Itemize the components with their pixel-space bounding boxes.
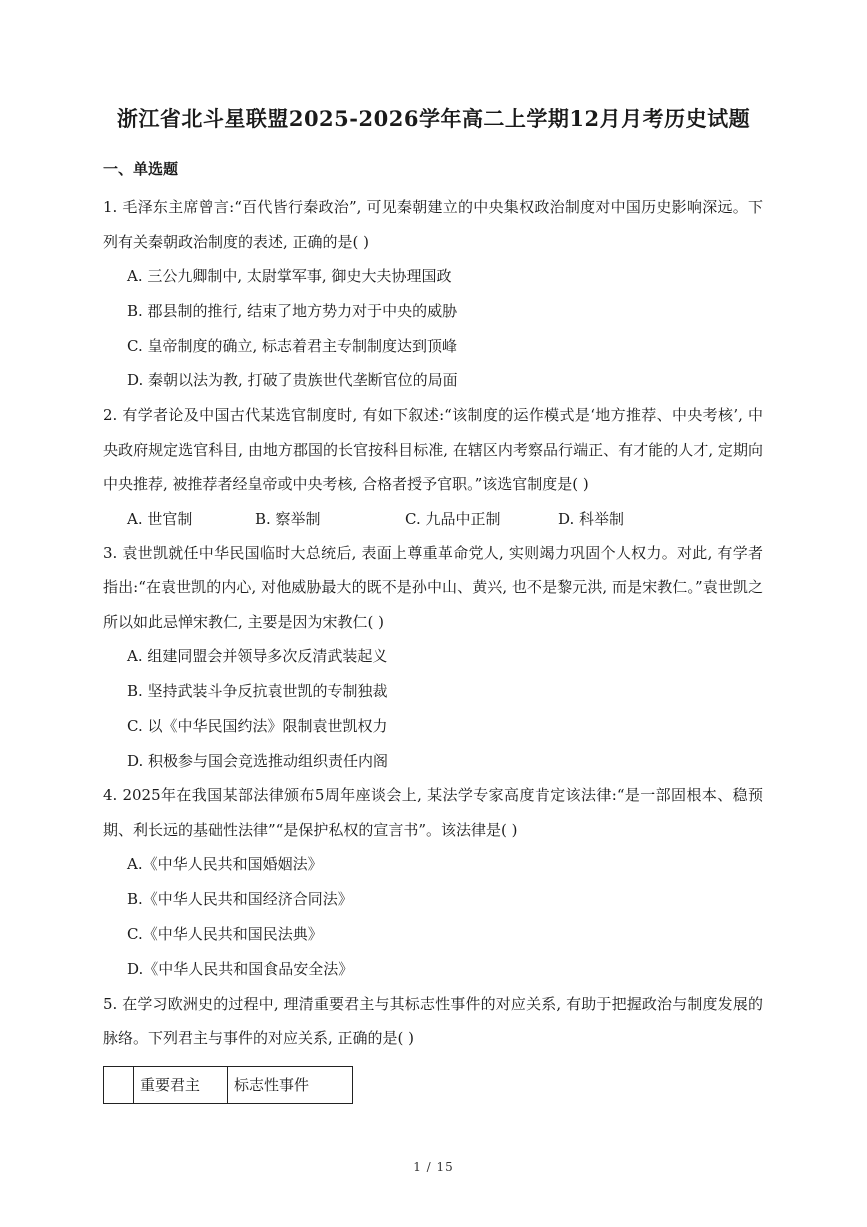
answer-option: D. 科举制 bbox=[558, 509, 625, 528]
answer-option: A. 世官制 bbox=[127, 509, 193, 528]
question-stem: 5. 在学习欧洲史的过程中, 理清重要君主与其标志性事件的对应关系, 有助于把握政治与制度发展的脉络。下列君主与事件的对应关系, 正确的是( ) bbox=[103, 994, 763, 1048]
answer-option: C. 九品中正制 bbox=[405, 509, 501, 528]
question-stem: 4. 2025年在我国某部法律颁布5周年座谈会上, 某法学专家高度肯定该法律:“是一部固根本、稳预期、利长远的基础性法律”“是保护私权的宣言书”。该法律是( ) bbox=[103, 786, 763, 839]
answer-option: D. 秦朝以法为教, 打破了贵族世代垄断官位的局面 bbox=[127, 371, 458, 390]
answer-option: B. 坚持武装斗争反抗袁世凯的专制独裁 bbox=[127, 681, 388, 700]
answer-option: A. 组建同盟会并领导多次反清武装起义 bbox=[127, 647, 388, 666]
question-stem: 1. 毛泽东主席曾言:“百代皆行秦政治”, 可见秦朝建立的中央集权政治制度对中国历史影响深远。下列有关秦朝政治制度的表述, 正确的是( ) bbox=[103, 198, 763, 251]
answer-option: C. 皇帝制度的确立, 标志着君主专制制度达到顶峰 bbox=[127, 336, 458, 355]
answer-option-row bbox=[103, 502, 763, 536]
table-header-cell: 重要君主 bbox=[134, 1066, 228, 1103]
table-header-cell bbox=[104, 1066, 134, 1103]
answer-option: A. 三公九卿制中, 太尉掌军事, 御史大夫协理国政 bbox=[127, 267, 452, 285]
question-stem: 2. 有学者论及中国古代某选官制度时, 有如下叙述:“该制度的运作模式是‘地方推荐、中央考核’, 中央政府规定选官科目, 由地方郡国的长官按科目标准, 在辖区内考察品行端正、有才能的人才, 定期向中央推荐, 被推荐者经皇帝或中央考核, 合格者授予官职。”该选官制度是( ) bbox=[103, 406, 763, 494]
section-heading: 一、单选题 bbox=[103, 160, 179, 178]
monarch-event-table bbox=[103, 1066, 353, 1104]
answer-option: C.《中华人民共和国民法典》 bbox=[127, 924, 323, 943]
answer-option: C. 以《中华民国约法》限制袁世凯权力 bbox=[127, 716, 388, 735]
answer-option: D. 积极参与国会竞选推动组织责任内阁 bbox=[127, 751, 389, 770]
answer-option: D.《中华人民共和国食品安全法》 bbox=[127, 959, 354, 978]
page-indicator: 1 / 15 bbox=[413, 1160, 454, 1174]
answer-option: A.《中华人民共和国婚姻法》 bbox=[127, 855, 323, 874]
answer-option: B. 郡县制的推行, 结束了地方势力对于中央的威胁 bbox=[127, 301, 458, 320]
exam-title: 浙江省北斗星联盟2025-2026学年高二上学期12月月考历史试题 bbox=[116, 106, 751, 131]
question-stem: 3. 袁世凯就任中华民国临时大总统后, 表面上尊重革命党人, 实则竭力巩固个人权力。对此, 有学者指出:“在袁世凯的内心, 对他威胁最大的既不是孙中山、黄兴, 也不是黎元洪, 而是宋教仁。”袁世凯之所以如此忌惮宋教仁, 主要是因为宋教仁( ) bbox=[103, 543, 763, 631]
answer-option: B. 察举制 bbox=[255, 509, 321, 528]
answer-option: B.《中华人民共和国经济合同法》 bbox=[127, 890, 353, 909]
question-list bbox=[103, 190, 763, 1104]
table-header-cell: 标志性事件 bbox=[228, 1066, 353, 1103]
table-header-row bbox=[104, 1066, 353, 1103]
